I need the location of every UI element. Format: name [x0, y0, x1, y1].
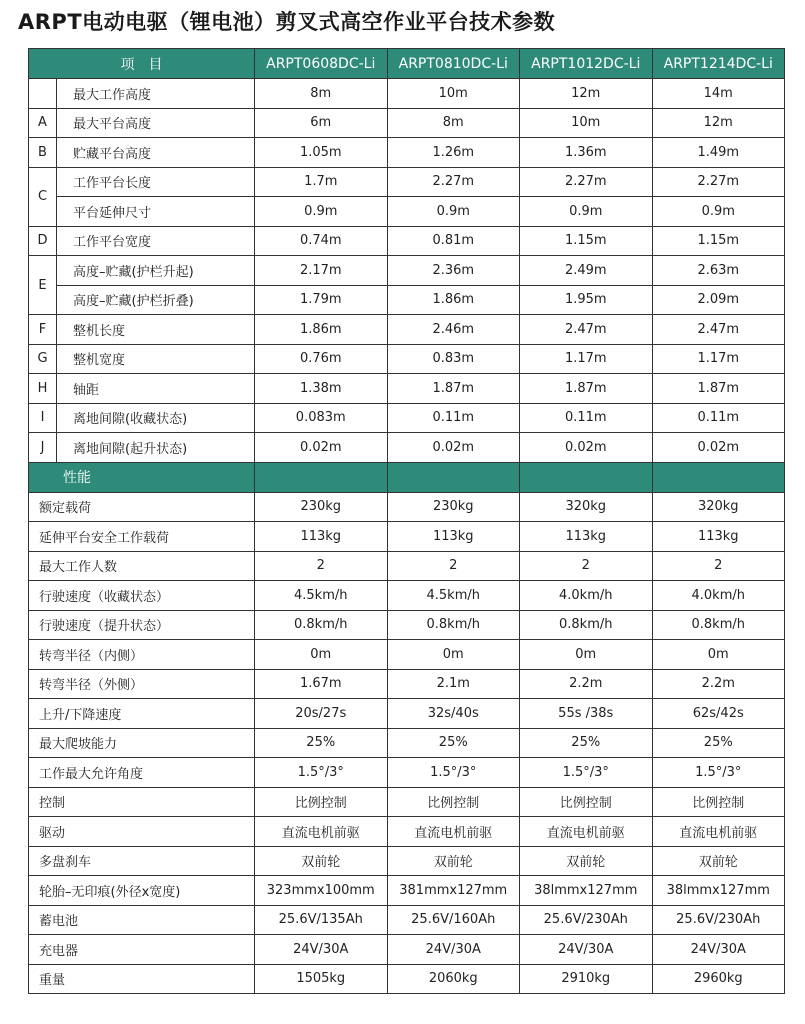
dimension-letter: I [29, 403, 57, 433]
cell-value: 2.27m [520, 167, 653, 197]
cell-value: 0.74m [255, 226, 388, 256]
cell-value: 230kg [387, 492, 520, 522]
table-row [29, 522, 785, 552]
cell-value: 0.11m [652, 403, 785, 433]
section-blank-cell [652, 462, 785, 492]
cell-value: 12m [652, 108, 785, 138]
cell-value: 1.49m [652, 138, 785, 168]
cell-value: 1.38m [255, 374, 388, 404]
row-label: 高度–贮藏(护栏折叠) [57, 285, 255, 315]
table-row [29, 433, 785, 463]
cell-value: 8m [387, 108, 520, 138]
cell-value: 直流电机前驱 [520, 817, 653, 847]
row-label: 最大平台高度 [57, 108, 255, 138]
cell-value: 10m [520, 108, 653, 138]
cell-value: 0.02m [387, 433, 520, 463]
cell-value: 4.0km/h [520, 581, 653, 611]
cell-value: 230kg [255, 492, 388, 522]
dimension-letter: F [29, 315, 57, 345]
cell-value: 0.9m [255, 197, 388, 227]
cell-value: 1.95m [520, 285, 653, 315]
cell-value: 8m [255, 79, 388, 109]
row-label: 控制 [29, 787, 255, 817]
table-row [29, 315, 785, 345]
table-row [29, 226, 785, 256]
cell-value: 320kg [652, 492, 785, 522]
row-label: 整机宽度 [57, 344, 255, 374]
section-title: 性能 [29, 462, 255, 492]
cell-value: 2960kg [652, 964, 785, 994]
cell-value: 1.67m [255, 669, 388, 699]
cell-value: 24V/30A [387, 935, 520, 965]
dimension-letter [29, 79, 57, 109]
table-row [29, 551, 785, 581]
header-model: ARPT1012DC-Li [520, 49, 653, 79]
table-row [29, 138, 785, 168]
cell-value: 0.11m [520, 403, 653, 433]
table-row [29, 167, 785, 197]
section-blank-cell [255, 462, 388, 492]
cell-value: 0.83m [387, 344, 520, 374]
cell-value: 2910kg [520, 964, 653, 994]
cell-value: 24V/30A [652, 935, 785, 965]
cell-value: 比例控制 [652, 787, 785, 817]
row-label: 行驶速度（提升状态） [29, 610, 255, 640]
cell-value: 2 [652, 551, 785, 581]
cell-value: 1.86m [387, 285, 520, 315]
header-model: ARPT0608DC-Li [255, 49, 388, 79]
table-row [29, 640, 785, 670]
cell-value: 1.26m [387, 138, 520, 168]
cell-value: 1.87m [652, 374, 785, 404]
table-row [29, 905, 785, 935]
cell-value: 1.5°/3° [255, 758, 388, 788]
cell-value: 1.5°/3° [520, 758, 653, 788]
row-label: 驱动 [29, 817, 255, 847]
row-label: 转弯半径（外侧） [29, 669, 255, 699]
row-label: 最大爬坡能力 [29, 728, 255, 758]
table-row [29, 610, 785, 640]
cell-value: 0.9m [520, 197, 653, 227]
cell-value: 4.5km/h [387, 581, 520, 611]
cell-value: 1.86m [255, 315, 388, 345]
cell-value: 0.8km/h [387, 610, 520, 640]
cell-value: 4.5km/h [255, 581, 388, 611]
cell-value: 25.6V/160Ah [387, 905, 520, 935]
cell-value: 10m [387, 79, 520, 109]
table-row [29, 197, 785, 227]
cell-value: 55s /38s [520, 699, 653, 729]
cell-value: 1.5°/3° [387, 758, 520, 788]
cell-value: 25.6V/230Ah [520, 905, 653, 935]
cell-value: 直流电机前驱 [255, 817, 388, 847]
cell-value: 0.02m [255, 433, 388, 463]
cell-value: 24V/30A [520, 935, 653, 965]
table-row [29, 728, 785, 758]
row-label: 最大工作高度 [57, 79, 255, 109]
cell-value: 6m [255, 108, 388, 138]
cell-value: 0.02m [520, 433, 653, 463]
cell-value: 直流电机前驱 [387, 817, 520, 847]
cell-value: 2.17m [255, 256, 388, 286]
cell-value: 20s/27s [255, 699, 388, 729]
cell-value: 1.87m [520, 374, 653, 404]
cell-value: 0.76m [255, 344, 388, 374]
header-model: ARPT0810DC-Li [387, 49, 520, 79]
cell-value: 双前轮 [520, 846, 653, 876]
cell-value: 双前轮 [255, 846, 388, 876]
cell-value: 113kg [652, 522, 785, 552]
cell-value: 25% [652, 728, 785, 758]
row-label: 上升/下降速度 [29, 699, 255, 729]
table-row [29, 787, 785, 817]
cell-value: 113kg [255, 522, 388, 552]
table-row [29, 403, 785, 433]
table-row [29, 846, 785, 876]
cell-value: 2.1m [387, 669, 520, 699]
table-row [29, 817, 785, 847]
row-label: 多盘刹车 [29, 846, 255, 876]
cell-value: 24V/30A [255, 935, 388, 965]
row-label: 离地间隙(收藏状态) [57, 403, 255, 433]
header-model: ARPT1214DC-Li [652, 49, 785, 79]
cell-value: 38lmmx127mm [652, 876, 785, 906]
cell-value: 1505kg [255, 964, 388, 994]
cell-value: 2.63m [652, 256, 785, 286]
cell-value: 25% [520, 728, 653, 758]
cell-value: 比例控制 [255, 787, 388, 817]
cell-value: 0.8km/h [255, 610, 388, 640]
row-label: 贮藏平台高度 [57, 138, 255, 168]
cell-value: 25% [387, 728, 520, 758]
dimension-letter: G [29, 344, 57, 374]
section-header-performance [29, 462, 785, 492]
table-row [29, 935, 785, 965]
cell-value: 1.5°/3° [652, 758, 785, 788]
row-label: 离地间隙(起升状态) [57, 433, 255, 463]
table-row [29, 374, 785, 404]
cell-value: 1.05m [255, 138, 388, 168]
cell-value: 2.49m [520, 256, 653, 286]
table-row [29, 669, 785, 699]
cell-value: 0m [652, 640, 785, 670]
row-label: 重量 [29, 964, 255, 994]
cell-value: 2.27m [387, 167, 520, 197]
cell-value: 323mmx100mm [255, 876, 388, 906]
cell-value: 113kg [387, 522, 520, 552]
dimension-letter: H [29, 374, 57, 404]
cell-value: 381mmx127mm [387, 876, 520, 906]
cell-value: 2.36m [387, 256, 520, 286]
row-label: 轴距 [57, 374, 255, 404]
page-title: ARPT电动电驱（锂电池）剪叉式高空作业平台技术参数 [18, 10, 556, 34]
row-label: 工作最大允许角度 [29, 758, 255, 788]
cell-value: 0.81m [387, 226, 520, 256]
cell-value: 25.6V/135Ah [255, 905, 388, 935]
cell-value: 1.17m [652, 344, 785, 374]
table-row [29, 344, 785, 374]
cell-value: 0.8km/h [652, 610, 785, 640]
table-row [29, 285, 785, 315]
row-label: 额定载荷 [29, 492, 255, 522]
cell-value: 2 [520, 551, 653, 581]
row-label: 工作平台宽度 [57, 226, 255, 256]
cell-value: 比例控制 [520, 787, 653, 817]
cell-value: 62s/42s [652, 699, 785, 729]
cell-value: 0.8km/h [520, 610, 653, 640]
cell-value: 2.2m [520, 669, 653, 699]
table-row [29, 492, 785, 522]
cell-value: 2 [255, 551, 388, 581]
cell-value: 直流电机前驱 [652, 817, 785, 847]
cell-value: 2 [387, 551, 520, 581]
table-row [29, 964, 785, 994]
spec-table-body [29, 49, 785, 994]
row-label: 平台延伸尺寸 [57, 197, 255, 227]
cell-value: 0m [387, 640, 520, 670]
cell-value: 2.47m [520, 315, 653, 345]
cell-value: 0.9m [387, 197, 520, 227]
header-item-label: 项 目 [29, 49, 255, 79]
dimension-letter: B [29, 138, 57, 168]
cell-value: 0m [255, 640, 388, 670]
cell-value: 320kg [520, 492, 653, 522]
table-row [29, 581, 785, 611]
cell-value: 1.15m [520, 226, 653, 256]
dimension-letter: A [29, 108, 57, 138]
cell-value: 0.11m [387, 403, 520, 433]
row-label: 工作平台长度 [57, 167, 255, 197]
cell-value: 32s/40s [387, 699, 520, 729]
dimension-letter: D [29, 226, 57, 256]
cell-value: 0.02m [652, 433, 785, 463]
cell-value: 比例控制 [387, 787, 520, 817]
cell-value: 2060kg [387, 964, 520, 994]
row-label: 轮胎–无印痕(外径x宽度) [29, 876, 255, 906]
cell-value: 1.79m [255, 285, 388, 315]
table-row [29, 79, 785, 109]
cell-value: 12m [520, 79, 653, 109]
spec-table [28, 48, 785, 994]
cell-value: 2.2m [652, 669, 785, 699]
row-label: 转弯半径（内侧） [29, 640, 255, 670]
cell-value: 1.7m [255, 167, 388, 197]
row-label: 充电器 [29, 935, 255, 965]
cell-value: 1.36m [520, 138, 653, 168]
cell-value: 1.87m [387, 374, 520, 404]
cell-value: 0.083m [255, 403, 388, 433]
cell-value: 0.9m [652, 197, 785, 227]
cell-value: 2.09m [652, 285, 785, 315]
section-blank-cell [387, 462, 520, 492]
dimension-letter: C [29, 167, 57, 226]
table-row [29, 108, 785, 138]
table-row [29, 876, 785, 906]
cell-value: 25% [255, 728, 388, 758]
cell-value: 4.0km/h [652, 581, 785, 611]
cell-value: 1.15m [652, 226, 785, 256]
row-label: 蓄电池 [29, 905, 255, 935]
row-label: 行驶速度（收藏状态） [29, 581, 255, 611]
cell-value: 38lmmx127mm [520, 876, 653, 906]
table-row [29, 758, 785, 788]
cell-value: 双前轮 [652, 846, 785, 876]
section-blank-cell [520, 462, 653, 492]
row-label: 最大工作人数 [29, 551, 255, 581]
row-label: 延伸平台安全工作载荷 [29, 522, 255, 552]
row-label: 高度–贮藏(护栏升起) [57, 256, 255, 286]
cell-value: 25.6V/230Ah [652, 905, 785, 935]
table-row [29, 256, 785, 286]
cell-value: 2.47m [652, 315, 785, 345]
dimension-letter: E [29, 256, 57, 315]
table-row [29, 699, 785, 729]
cell-value: 113kg [520, 522, 653, 552]
dimension-letter: J [29, 433, 57, 463]
row-label: 整机长度 [57, 315, 255, 345]
cell-value: 1.17m [520, 344, 653, 374]
cell-value: 2.27m [652, 167, 785, 197]
cell-value: 14m [652, 79, 785, 109]
header-row [29, 49, 785, 79]
cell-value: 双前轮 [387, 846, 520, 876]
cell-value: 2.46m [387, 315, 520, 345]
cell-value: 0m [520, 640, 653, 670]
